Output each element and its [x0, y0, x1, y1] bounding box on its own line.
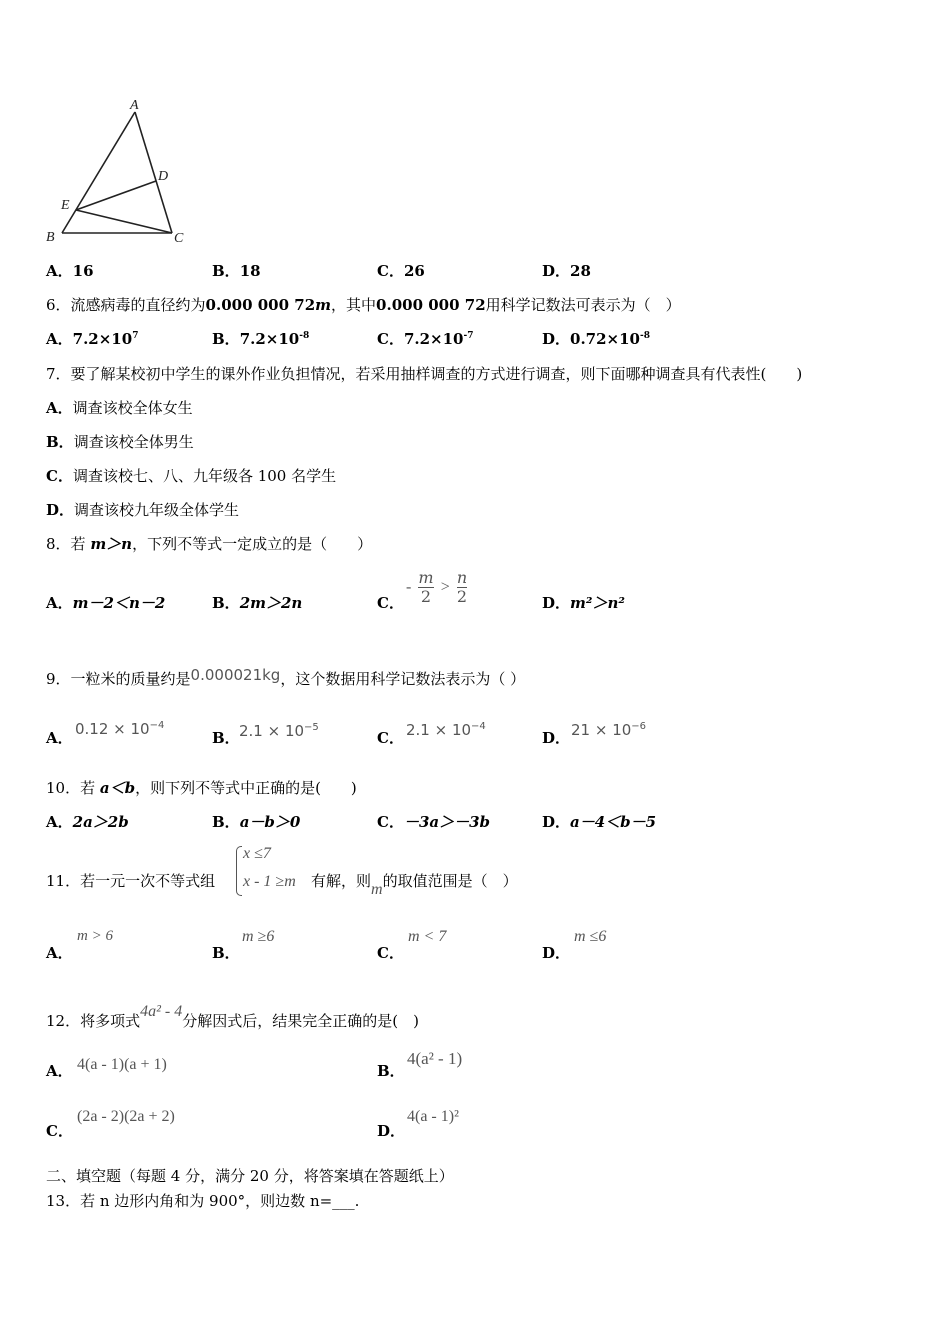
q12-option-b-value: 4(a² - 1) [407, 1049, 463, 1068]
q7-option-c[interactable]: C．调查该校七、八、九年级各 100 名学生 [46, 467, 337, 485]
q6-option-b[interactable]: B．$7.2\times 10^{-8}$ [212, 330, 310, 348]
q7-option-b[interactable]: B．调查该校全体男生 [46, 433, 194, 451]
q7-option-a[interactable]: A．调查该校全体女生 [46, 399, 193, 417]
q9-option-c[interactable]: C． [377, 729, 404, 747]
q8-option-c[interactable]: C． [377, 594, 404, 612]
segment-ec [76, 210, 172, 233]
q9-option-b-value: $2.1 \times 10^{-5}$ [239, 722, 319, 740]
section-2-title: 二、填空题（每题 4 分，满分 20 分，将答案填在答题纸上） [46, 1167, 454, 1185]
q9-option-a[interactable]: A． [46, 729, 73, 747]
q12-option-d[interactable]: D． [377, 1122, 406, 1140]
system-brace [236, 846, 242, 896]
fraction-n-over-2: $\frac{n}{2}$ [456, 568, 468, 606]
q9-option-d[interactable]: D． [542, 729, 571, 747]
q9-option-b[interactable]: B． [212, 729, 240, 747]
label-e: E [61, 198, 70, 213]
q9-option-d-value: $21 \times 10^{-6}$ [571, 721, 647, 739]
q8-option-d[interactable]: D．m²＞n² [542, 594, 625, 612]
q7-option-d[interactable]: D．调查该校九年级全体学生 [46, 501, 240, 519]
q10-option-c[interactable]: C．－3a＞－3b [377, 813, 491, 831]
q8-stem: 8．若 m＞n，下列不等式一定成立的是（ ） [46, 535, 373, 553]
q12-option-c[interactable]: C． [46, 1122, 73, 1140]
q11-option-d-value: m ≤6 [574, 928, 607, 945]
system-line-2: x - 1 ≥m [243, 873, 296, 890]
q9-option-c-value: $2.1 \times 10^{-4}$ [406, 721, 486, 739]
system-line-1: x ≤7 [243, 845, 271, 862]
q11-option-b-value: m ≥6 [242, 928, 275, 945]
q11-option-a[interactable]: A． [46, 944, 73, 962]
q11-option-b[interactable]: B． [212, 944, 240, 962]
q11-option-c[interactable]: C． [377, 944, 404, 962]
q8-option-c-fraction-expr: - $\frac{m}{2}$ > $\frac{n}{2}$ [406, 568, 468, 606]
segment-ed [76, 181, 156, 210]
label-c: C [174, 231, 184, 246]
fraction-m-over-2: $\frac{m}{2}$ [418, 568, 434, 606]
q10-stem: 10．若 a＜b，则下列不等式中正确的是( ) [46, 779, 357, 797]
q8-option-b[interactable]: B．2m＞2n [212, 594, 303, 612]
q7-stem: 7．要了解某校初中学生的课外作业负担情况，若采用抽样调查的方式进行调查，则下面哪种调查具有代表性( ) [46, 365, 803, 383]
q5-option-b[interactable]: B．18 [212, 262, 261, 280]
q6-option-a[interactable]: A．$7.2\times 10^7$ [46, 330, 139, 348]
q12-option-d-value: 4(a - 1)² [407, 1108, 459, 1125]
q6-option-c[interactable]: C．$7.2\times 10^{-7}$ [377, 330, 474, 348]
q11-option-c-value: m < 7 [408, 928, 447, 945]
q5-option-d[interactable]: D．28 [542, 262, 591, 280]
q11-stem-suffix: 有解，则m的取值范围是（ ） [311, 872, 518, 898]
q12-stem: 12．将多项式4a² - 4分解因式后，结果完全正确的是( ) [46, 1003, 419, 1030]
q10-option-a[interactable]: A．2a＞2b [46, 813, 129, 831]
q5-option-a[interactable]: A．16 [46, 262, 94, 280]
triangle-figure [40, 92, 200, 252]
q6-option-d[interactable]: D．$0.72\times 10^{-8}$ [542, 330, 650, 348]
q10-option-b[interactable]: B．a－b＞0 [212, 813, 301, 831]
q12-option-b[interactable]: B． [377, 1062, 405, 1080]
q10-option-d[interactable]: D．a－4＜b－5 [542, 813, 657, 831]
label-b: B [46, 230, 55, 245]
q12-option-a[interactable]: A． [46, 1062, 73, 1080]
q9-stem: 9．一粒米的质量约是0.000021kg，这个数据用科学记数法表示为（ ） [46, 666, 526, 688]
q9-option-a-value: $0.12 \times 10^{-4}$ [75, 720, 165, 738]
q11-option-d[interactable]: D． [542, 944, 571, 962]
q6-stem: 6．流感病毒的直径约为0.000 000 72m，其中0.000 000 72用科学记数法可表示为（ ） [46, 296, 681, 314]
q11-option-a-value: m > 6 [77, 928, 113, 944]
q13-stem: 13．若 n 边形内角和为 900°，则边数 n=___. [46, 1192, 360, 1210]
q12-option-a-value: 4(a - 1)(a + 1) [77, 1056, 167, 1073]
q12-option-c-value: (2a - 2)(2a + 2) [77, 1108, 175, 1125]
q5-option-c[interactable]: C．26 [377, 262, 425, 280]
label-d: D [158, 169, 169, 184]
q8-option-a[interactable]: A．m－2＜n－2 [46, 594, 166, 612]
q11-stem-prefix: 11．若一元一次不等式组 [46, 872, 216, 890]
label-a: A [130, 98, 139, 113]
